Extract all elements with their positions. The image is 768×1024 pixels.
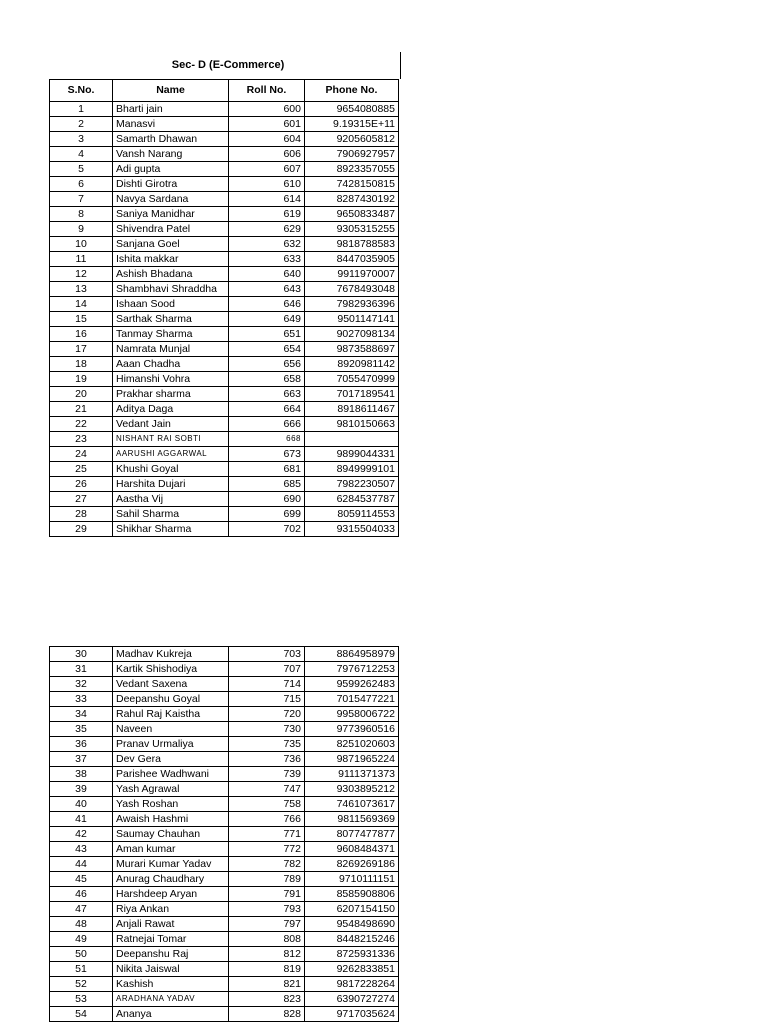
- cell-phone: 7678493048: [305, 282, 399, 297]
- cell-roll: 668: [229, 432, 305, 447]
- table-row: [50, 492, 399, 507]
- cell-name: Khushi Goyal: [113, 462, 229, 477]
- cell-phone: [305, 432, 399, 447]
- cell-sno: 17: [50, 342, 113, 357]
- table-row: [50, 722, 399, 737]
- table-row: [50, 342, 399, 357]
- cell-roll: 629: [229, 222, 305, 237]
- cell-roll: 714: [229, 677, 305, 692]
- cell-roll: 673: [229, 447, 305, 462]
- cell-roll: 690: [229, 492, 305, 507]
- table-row: [50, 662, 399, 677]
- cell-name: Shivendra Patel: [113, 222, 229, 237]
- cell-roll: 821: [229, 977, 305, 992]
- table-row: [50, 312, 399, 327]
- cell-phone: 7428150815: [305, 177, 399, 192]
- cell-roll: 600: [229, 102, 305, 117]
- cell-roll: 606: [229, 147, 305, 162]
- cell-phone: 9811569369: [305, 812, 399, 827]
- cell-roll: 654: [229, 342, 305, 357]
- cell-sno: 31: [50, 662, 113, 677]
- cell-name: AARUSHI AGGARWAL: [113, 447, 229, 462]
- cell-name: Sarthak Sharma: [113, 312, 229, 327]
- table-row: [50, 872, 399, 887]
- cell-roll: 808: [229, 932, 305, 947]
- cell-name: Aaan Chadha: [113, 357, 229, 372]
- cell-phone: 8585908806: [305, 887, 399, 902]
- cell-name: Navya Sardana: [113, 192, 229, 207]
- table-row: [50, 282, 399, 297]
- cell-roll: 823: [229, 992, 305, 1007]
- cell-phone: 9958006722: [305, 707, 399, 722]
- cell-roll: 649: [229, 312, 305, 327]
- cell-roll: 681: [229, 462, 305, 477]
- cell-roll: 663: [229, 387, 305, 402]
- cell-sno: 24: [50, 447, 113, 462]
- cell-name: Namrata Munjal: [113, 342, 229, 357]
- cell-sno: 15: [50, 312, 113, 327]
- table-row: [50, 932, 399, 947]
- cell-sno: 43: [50, 842, 113, 857]
- cell-roll: 643: [229, 282, 305, 297]
- cell-sno: 52: [50, 977, 113, 992]
- header-row: [50, 80, 399, 102]
- table-row: [50, 417, 399, 432]
- cell-roll: 739: [229, 767, 305, 782]
- cell-name: Vansh Narang: [113, 147, 229, 162]
- cell-name: Yash Agrawal: [113, 782, 229, 797]
- cell-name: Anurag Chaudhary: [113, 872, 229, 887]
- cell-roll: 614: [229, 192, 305, 207]
- cell-phone: 8447035905: [305, 252, 399, 267]
- table-row: [50, 372, 399, 387]
- table-row: [50, 462, 399, 477]
- cell-sno: 2: [50, 117, 113, 132]
- cell-sno: 25: [50, 462, 113, 477]
- cell-roll: 610: [229, 177, 305, 192]
- cell-roll: 604: [229, 132, 305, 147]
- cell-roll: 720: [229, 707, 305, 722]
- cell-roll: 633: [229, 252, 305, 267]
- table-row: [50, 752, 399, 767]
- cell-name: Madhav Kukreja: [113, 647, 229, 662]
- cell-phone: 9810150663: [305, 417, 399, 432]
- cell-name: Himanshi Vohra: [113, 372, 229, 387]
- table-row: [50, 522, 399, 537]
- header-sno: S.No.: [50, 80, 113, 102]
- cell-phone: 8918611467: [305, 402, 399, 417]
- cell-sno: 35: [50, 722, 113, 737]
- cell-sno: 37: [50, 752, 113, 767]
- table-row: [50, 992, 399, 1007]
- table-row: [50, 1007, 399, 1022]
- table-row: [50, 102, 399, 117]
- cell-phone: 9.19315E+11: [305, 117, 399, 132]
- cell-sno: 34: [50, 707, 113, 722]
- table-row: [50, 797, 399, 812]
- table-row: [50, 402, 399, 417]
- cell-roll: 771: [229, 827, 305, 842]
- cell-name: Murari Kumar Yadav: [113, 857, 229, 872]
- cell-phone: 9303895212: [305, 782, 399, 797]
- table-row: [50, 447, 399, 462]
- table-row: [50, 767, 399, 782]
- cell-sno: 4: [50, 147, 113, 162]
- cell-phone: 9873588697: [305, 342, 399, 357]
- table-row: [50, 827, 399, 842]
- cell-phone: 9717035624: [305, 1007, 399, 1022]
- table-row: [50, 902, 399, 917]
- table-row: [50, 917, 399, 932]
- table-row: [50, 267, 399, 282]
- table-row: [50, 162, 399, 177]
- cell-name: Sanjana Goel: [113, 237, 229, 252]
- cell-sno: 30: [50, 647, 113, 662]
- cell-name: Riya Ankan: [113, 902, 229, 917]
- cell-phone: 8949999101: [305, 462, 399, 477]
- cell-sno: 21: [50, 402, 113, 417]
- cell-sno: 29: [50, 522, 113, 537]
- cell-phone: 9773960516: [305, 722, 399, 737]
- cell-phone: 9262833851: [305, 962, 399, 977]
- cell-sno: 45: [50, 872, 113, 887]
- cell-phone: 8251020603: [305, 737, 399, 752]
- cell-sno: 7: [50, 192, 113, 207]
- cell-sno: 32: [50, 677, 113, 692]
- cell-roll: 651: [229, 327, 305, 342]
- cell-roll: 666: [229, 417, 305, 432]
- cell-roll: 766: [229, 812, 305, 827]
- header-name: Name: [113, 80, 229, 102]
- cell-name: Aman kumar: [113, 842, 229, 857]
- cell-roll: 782: [229, 857, 305, 872]
- cell-sno: 16: [50, 327, 113, 342]
- table-row: [50, 477, 399, 492]
- cell-sno: 44: [50, 857, 113, 872]
- cell-phone: 7982230507: [305, 477, 399, 492]
- cell-phone: 7017189541: [305, 387, 399, 402]
- cell-phone: 9871965224: [305, 752, 399, 767]
- cell-phone: 8287430192: [305, 192, 399, 207]
- cell-phone: 9818788583: [305, 237, 399, 252]
- cell-sno: 18: [50, 357, 113, 372]
- cell-sno: 9: [50, 222, 113, 237]
- cell-name: Kartik Shishodiya: [113, 662, 229, 677]
- table-row: [50, 842, 399, 857]
- cell-name: Adi gupta: [113, 162, 229, 177]
- cell-phone: 9650833487: [305, 207, 399, 222]
- cell-name: Anjali Rawat: [113, 917, 229, 932]
- cell-roll: 730: [229, 722, 305, 737]
- cell-phone: 7055470999: [305, 372, 399, 387]
- cell-phone: 8059114553: [305, 507, 399, 522]
- cell-sno: 38: [50, 767, 113, 782]
- table-row: [50, 962, 399, 977]
- cell-sno: 40: [50, 797, 113, 812]
- cell-roll: 664: [229, 402, 305, 417]
- table-row: [50, 887, 399, 902]
- table-row: [50, 207, 399, 222]
- cell-roll: 658: [229, 372, 305, 387]
- student-table-1: [49, 79, 399, 537]
- cell-roll: 607: [229, 162, 305, 177]
- cell-roll: 702: [229, 522, 305, 537]
- cell-sno: 49: [50, 932, 113, 947]
- cell-roll: 601: [229, 117, 305, 132]
- table-row: [50, 677, 399, 692]
- table-row: [50, 692, 399, 707]
- cell-name: Nikita Jaiswal: [113, 962, 229, 977]
- cell-roll: 715: [229, 692, 305, 707]
- cell-roll: 646: [229, 297, 305, 312]
- cell-phone: 8864958979: [305, 647, 399, 662]
- cell-phone: 9599262483: [305, 677, 399, 692]
- table-row: [50, 177, 399, 192]
- cell-sno: 39: [50, 782, 113, 797]
- cell-sno: 48: [50, 917, 113, 932]
- cell-phone: 9305315255: [305, 222, 399, 237]
- table-row: [50, 737, 399, 752]
- cell-name: Ashish Bhadana: [113, 267, 229, 282]
- table-row: [50, 857, 399, 872]
- cell-roll: 656: [229, 357, 305, 372]
- table-row: [50, 707, 399, 722]
- cell-phone: 8269269186: [305, 857, 399, 872]
- table-row: [50, 947, 399, 962]
- cell-phone: 8725931336: [305, 947, 399, 962]
- cell-phone: 6284537787: [305, 492, 399, 507]
- cell-sno: 33: [50, 692, 113, 707]
- cell-name: Bharti jain: [113, 102, 229, 117]
- cell-name: Harshdeep Aryan: [113, 887, 229, 902]
- cell-roll: 699: [229, 507, 305, 522]
- cell-phone: 7461073617: [305, 797, 399, 812]
- cell-phone: 9205605812: [305, 132, 399, 147]
- cell-sno: 5: [50, 162, 113, 177]
- table-row: [50, 782, 399, 797]
- cell-name: Harshita Dujari: [113, 477, 229, 492]
- cell-phone: 9899044331: [305, 447, 399, 462]
- cell-roll: 797: [229, 917, 305, 932]
- cell-sno: 1: [50, 102, 113, 117]
- cell-phone: 8448215246: [305, 932, 399, 947]
- cell-phone: 7015477221: [305, 692, 399, 707]
- cell-name: Manasvi: [113, 117, 229, 132]
- cell-name: Saniya Manidhar: [113, 207, 229, 222]
- cell-sno: 11: [50, 252, 113, 267]
- cell-sno: 13: [50, 282, 113, 297]
- cell-sno: 23: [50, 432, 113, 447]
- cell-sno: 6: [50, 177, 113, 192]
- cell-sno: 53: [50, 992, 113, 1007]
- cell-sno: 47: [50, 902, 113, 917]
- cell-name: Ishaan Sood: [113, 297, 229, 312]
- table-row: [50, 507, 399, 522]
- cell-name: Dishti Girotra: [113, 177, 229, 192]
- cell-roll: 685: [229, 477, 305, 492]
- cell-name: ARADHANA YADAV: [113, 992, 229, 1007]
- cell-phone: 9817228264: [305, 977, 399, 992]
- cell-name: Deepanshu Raj: [113, 947, 229, 962]
- cell-phone: 9027098134: [305, 327, 399, 342]
- cell-name: Awaish Hashmi: [113, 812, 229, 827]
- cell-name: Ishita makkar: [113, 252, 229, 267]
- cell-sno: 20: [50, 387, 113, 402]
- cell-sno: 36: [50, 737, 113, 752]
- cell-phone: 8923357055: [305, 162, 399, 177]
- cell-phone: 6390727274: [305, 992, 399, 1007]
- cell-phone: 8077477877: [305, 827, 399, 842]
- cell-sno: 41: [50, 812, 113, 827]
- cell-name: Aditya Daga: [113, 402, 229, 417]
- cell-roll: 632: [229, 237, 305, 252]
- cell-phone: 7982936396: [305, 297, 399, 312]
- cell-name: Shikhar Sharma: [113, 522, 229, 537]
- table-row: [50, 117, 399, 132]
- cell-phone: 9911970007: [305, 267, 399, 282]
- cell-roll: 747: [229, 782, 305, 797]
- cell-sno: 3: [50, 132, 113, 147]
- cell-name: Sahil Sharma: [113, 507, 229, 522]
- cell-sno: 27: [50, 492, 113, 507]
- cell-roll: 707: [229, 662, 305, 677]
- table-row: [50, 357, 399, 372]
- cell-name: Vedant Saxena: [113, 677, 229, 692]
- cell-sno: 8: [50, 207, 113, 222]
- cell-sno: 28: [50, 507, 113, 522]
- cell-sno: 50: [50, 947, 113, 962]
- cell-phone: 9111371373: [305, 767, 399, 782]
- cell-name: Shambhavi Shraddha: [113, 282, 229, 297]
- cell-sno: 26: [50, 477, 113, 492]
- cell-phone: 9548498690: [305, 917, 399, 932]
- cell-name: Prakhar sharma: [113, 387, 229, 402]
- table-row: [50, 147, 399, 162]
- cell-sno: 22: [50, 417, 113, 432]
- cell-name: Dev Gera: [113, 752, 229, 767]
- cell-name: Ratnejai Tomar: [113, 932, 229, 947]
- cell-roll: 735: [229, 737, 305, 752]
- cell-name: Kashish: [113, 977, 229, 992]
- cell-sno: 10: [50, 237, 113, 252]
- cell-phone: 9654080885: [305, 102, 399, 117]
- cell-sno: 19: [50, 372, 113, 387]
- cell-name: Vedant Jain: [113, 417, 229, 432]
- cell-sno: 42: [50, 827, 113, 842]
- student-table-2: [49, 646, 399, 1022]
- table-row: [50, 252, 399, 267]
- cell-roll: 736: [229, 752, 305, 767]
- cell-name: Tanmay Sharma: [113, 327, 229, 342]
- cell-roll: 758: [229, 797, 305, 812]
- cell-phone: 9710111151: [305, 872, 399, 887]
- table-row: [50, 132, 399, 147]
- section-title: Sec- D (E-Commerce): [171, 59, 285, 71]
- header-roll: Roll No.: [229, 80, 305, 102]
- cell-roll: 819: [229, 962, 305, 977]
- cell-roll: 812: [229, 947, 305, 962]
- header-phone: Phone No.: [305, 80, 399, 102]
- table-row: [50, 647, 399, 662]
- cell-roll: 640: [229, 267, 305, 282]
- cell-phone: 7976712253: [305, 662, 399, 677]
- cell-roll: 793: [229, 902, 305, 917]
- cell-phone: 7906927957: [305, 147, 399, 162]
- table-row: [50, 327, 399, 342]
- cell-phone: 9315504033: [305, 522, 399, 537]
- cell-roll: 791: [229, 887, 305, 902]
- cell-phone: 9608484371: [305, 842, 399, 857]
- cell-name: Ananya: [113, 1007, 229, 1022]
- cell-roll: 772: [229, 842, 305, 857]
- cell-name: Samarth Dhawan: [113, 132, 229, 147]
- cell-roll: 828: [229, 1007, 305, 1022]
- table-row: [50, 222, 399, 237]
- cell-name: NISHANT RAI SOBTI: [113, 432, 229, 447]
- table-row: [50, 432, 399, 447]
- cell-phone: 8920981142: [305, 357, 399, 372]
- cell-roll: 619: [229, 207, 305, 222]
- table-row: [50, 812, 399, 827]
- title-border-line: [400, 52, 401, 79]
- cell-name: Naveen: [113, 722, 229, 737]
- cell-sno: 12: [50, 267, 113, 282]
- table-row: [50, 192, 399, 207]
- cell-name: Parishee Wadhwani: [113, 767, 229, 782]
- cell-sno: 51: [50, 962, 113, 977]
- cell-sno: 14: [50, 297, 113, 312]
- cell-phone: 9501147141: [305, 312, 399, 327]
- table-row: [50, 297, 399, 312]
- cell-phone: 6207154150: [305, 902, 399, 917]
- cell-name: Aastha Vij: [113, 492, 229, 507]
- cell-name: Saumay Chauhan: [113, 827, 229, 842]
- table-row: [50, 237, 399, 252]
- table-row: [50, 977, 399, 992]
- cell-name: Rahul Raj Kaistha: [113, 707, 229, 722]
- cell-name: Yash Roshan: [113, 797, 229, 812]
- table-row: [50, 387, 399, 402]
- cell-roll: 703: [229, 647, 305, 662]
- cell-sno: 54: [50, 1007, 113, 1022]
- cell-name: Deepanshu Goyal: [113, 692, 229, 707]
- cell-name: Pranav Urmaliya: [113, 737, 229, 752]
- cell-roll: 789: [229, 872, 305, 887]
- cell-sno: 46: [50, 887, 113, 902]
